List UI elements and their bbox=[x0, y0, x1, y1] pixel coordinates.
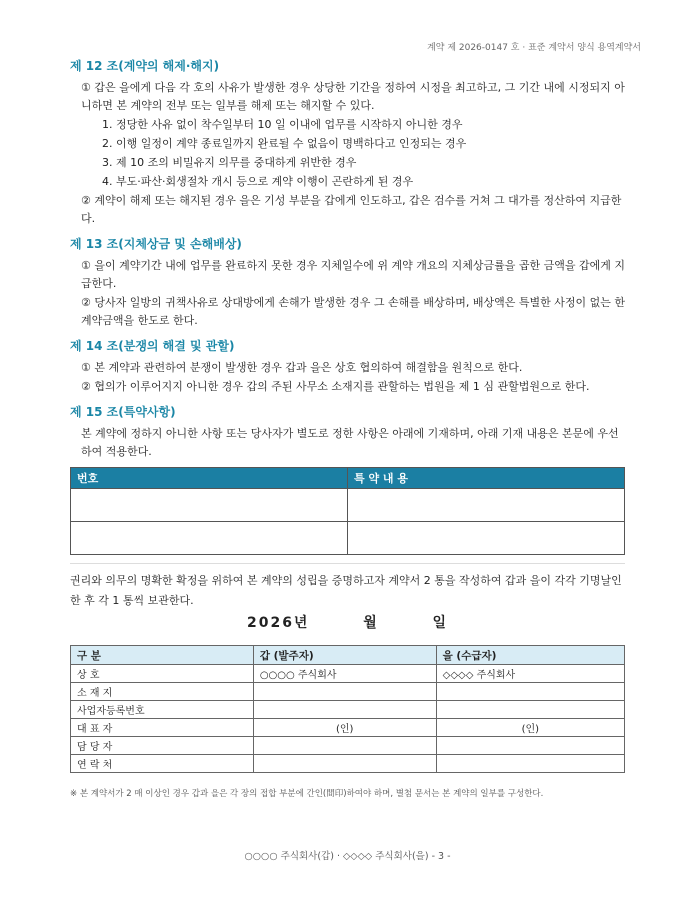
date-month: 월 bbox=[363, 615, 379, 631]
sig-row-label: 대 표 자 bbox=[71, 719, 254, 737]
special-terms-cell[interactable] bbox=[71, 522, 348, 555]
page-footer: ○○○○ 주식회사(갑) · ◇◇◇◇ 주식회사(을) - 3 - bbox=[244, 851, 451, 862]
article-12-item-4: 4. 부도·파산·회생절차 개시 등으로 계약 이행이 곤란하게 된 경우 bbox=[102, 175, 414, 188]
date-day: 일 bbox=[432, 615, 449, 631]
closing-statement: 권리와 의무의 명확한 확정을 위하여 본 계약의 성립을 증명하고자 계약서 2 통을 작성하여 갑과 을이 각각 기명날인한 후 각 1 통씩 보관한다. bbox=[70, 574, 622, 607]
sig-header-category: 구 분 bbox=[71, 646, 254, 665]
article-15-title: 제 15 조(특약사항) bbox=[70, 405, 176, 419]
article-12-item-3: 3. 제 10 조의 비밀유지 의무를 중대하게 위반한 경우 bbox=[102, 156, 357, 169]
special-terms-cell[interactable] bbox=[71, 489, 348, 522]
article-14-title: 제 14 조(분쟁의 해결 및 관할) bbox=[70, 339, 235, 353]
article-14-para-1: ① 본 계약과 관련하여 분쟁이 발생한 경우 갑과 을은 상호 협의하여 해결함을 원칙으로 한다. bbox=[81, 361, 523, 374]
table-row bbox=[71, 755, 625, 773]
article-13-title: 제 13 조(지체상금 및 손해배상) bbox=[70, 237, 242, 251]
special-terms-header-no: 번호 bbox=[71, 468, 348, 489]
sig-row-label: 상 호 bbox=[71, 665, 254, 683]
table-row bbox=[71, 522, 625, 555]
special-terms-cell[interactable] bbox=[348, 522, 625, 555]
article-15-para-1: 본 계약에 정하지 아니한 사항 또는 당사자가 별도로 정한 사항은 아래에 기재하며, 아래 기재 내용은 본문에 우선하여 적용한다. bbox=[81, 427, 619, 458]
sig-cell-party-a[interactable] bbox=[253, 701, 436, 719]
special-terms-cell[interactable] bbox=[348, 489, 625, 522]
special-terms-header-content: 특 약 내 용 bbox=[348, 468, 625, 489]
sig-cell-party-b[interactable] bbox=[436, 755, 624, 773]
table-row bbox=[71, 701, 625, 719]
sig-header-party-a: 갑 (발주자) bbox=[253, 646, 436, 665]
article-12-para-1: ① 갑은 을에게 다음 각 호의 사유가 발생한 경우 상당한 기간을 정하여 시정을 최고하고, 그 기간 내에 시정되지 아니하면 본 계약의 전부 또는 일부를 해제 또는 해지할 수 있다. bbox=[81, 81, 625, 112]
page-header: 계약 제 2026-0147 호 · 표준 계약서 양식 용역계약서 bbox=[427, 43, 641, 53]
table-row bbox=[71, 489, 625, 522]
sig-row-label: 사업자등록번호 bbox=[71, 701, 254, 719]
date-year: 2026년 bbox=[246, 615, 310, 631]
article-12-item-1: 1. 정당한 사유 없이 착수일부터 10 일 이내에 업무를 시작하지 아니한 경우 bbox=[102, 118, 463, 131]
table-row bbox=[71, 683, 625, 701]
sig-cell-party-a[interactable]: (인) bbox=[253, 719, 436, 737]
table-row bbox=[71, 737, 625, 755]
article-13-para-2: ② 당사자 일방의 귀책사유로 상대방에게 손해가 발생한 경우 그 손해를 배상하며, 배상액은 특별한 사정이 없는 한 계약금액을 한도로 한다. bbox=[81, 296, 625, 327]
article-12-title: 제 12 조(계약의 해제·해지) bbox=[70, 59, 220, 73]
signature-table bbox=[70, 645, 625, 773]
sig-cell-party-b[interactable] bbox=[436, 701, 624, 719]
sig-cell-party-a[interactable] bbox=[253, 755, 436, 773]
sig-cell-party-b[interactable]: ◇◇◇◇ 주식회사 bbox=[436, 665, 624, 683]
sig-cell-party-b[interactable] bbox=[436, 737, 624, 755]
sig-cell-party-b[interactable] bbox=[436, 683, 624, 701]
article-14-para-2: ② 협의가 이루어지지 아니한 경우 갑의 주된 사무소 소재지를 관할하는 법원을 제 1 심 관할법원으로 한다. bbox=[81, 380, 590, 393]
article-12-para-2: ② 계약이 해제 또는 해지된 경우 을은 기성 부분을 갑에게 인도하고, 갑은 검수를 거쳐 그 대가를 정산하여 지급한다. bbox=[81, 194, 622, 225]
sig-header-party-b: 을 (수급자) bbox=[436, 646, 624, 665]
section-divider bbox=[70, 563, 625, 564]
table-row bbox=[71, 719, 625, 737]
table-row bbox=[71, 665, 625, 683]
sig-cell-party-b[interactable]: (인) bbox=[436, 719, 624, 737]
footnote: ※ 본 계약서가 2 매 이상인 경우 갑과 을은 각 장의 접합 부분에 간인(間印)하여야 하며, 별첨 문서는 본 계약의 일부를 구성한다. bbox=[70, 789, 544, 799]
sig-cell-party-a[interactable] bbox=[253, 683, 436, 701]
sig-row-label: 담 당 자 bbox=[71, 737, 254, 755]
contract-date bbox=[0, 612, 695, 632]
document-body bbox=[70, 57, 625, 555]
sig-cell-party-a[interactable] bbox=[253, 737, 436, 755]
sig-cell-party-a[interactable]: ○○○○ 주식회사 bbox=[253, 665, 436, 683]
sig-row-label: 소 재 지 bbox=[71, 683, 254, 701]
article-13-para-1: ① 을이 계약기간 내에 업무를 완료하지 못한 경우 지체일수에 위 계약 개요의 지체상금률을 곱한 금액을 갑에게 지급한다. bbox=[81, 259, 625, 290]
article-12-item-2: 2. 이행 일정이 계약 종료일까지 완료될 수 없음이 명백하다고 인정되는 경우 bbox=[102, 137, 467, 150]
special-terms-table bbox=[70, 467, 625, 555]
sig-row-label: 연 락 처 bbox=[71, 755, 254, 773]
